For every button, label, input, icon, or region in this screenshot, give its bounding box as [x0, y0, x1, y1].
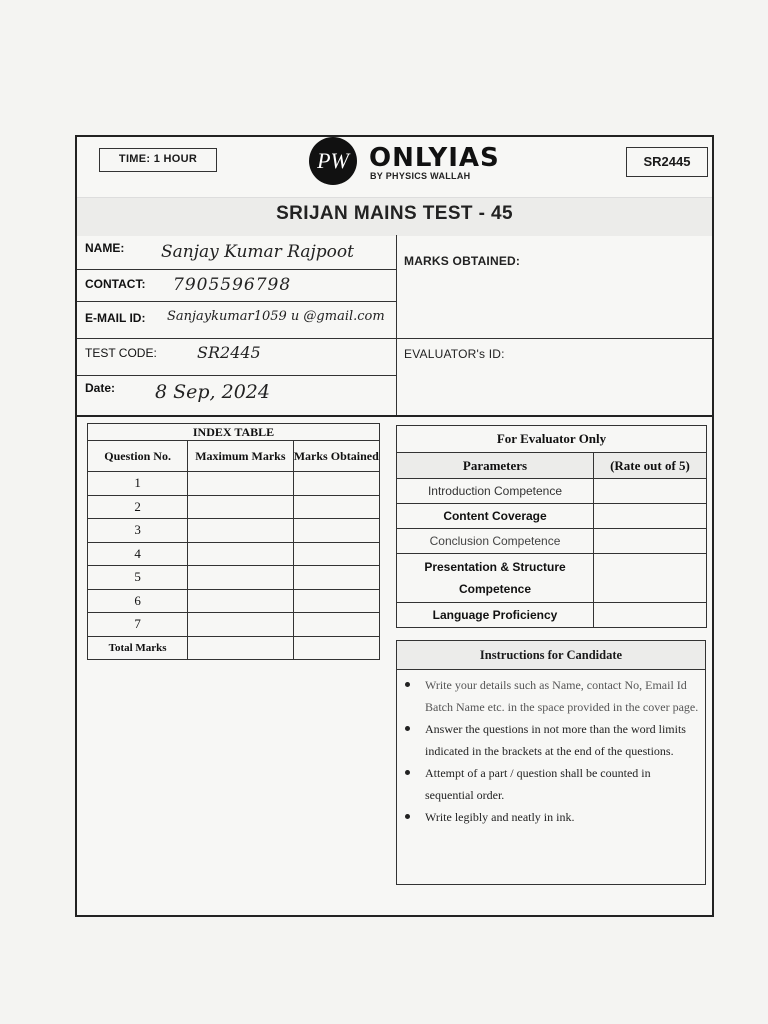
name-label: NAME:: [85, 241, 125, 255]
contact-label: CONTACT:: [85, 277, 146, 291]
table-row: [88, 495, 380, 519]
obtained-marks-cell[interactable]: [293, 542, 380, 566]
table-row: [88, 542, 380, 566]
max-marks-cell[interactable]: [188, 566, 293, 590]
col-parameters: Parameters: [397, 453, 594, 479]
email-label: E-MAIL ID:: [85, 311, 146, 325]
index-table: [87, 423, 380, 660]
rating-cell[interactable]: [594, 479, 707, 504]
parameter-label: Conclusion Competence: [397, 529, 594, 554]
table-row: [88, 472, 380, 496]
time-box: TIME: 1 HOUR: [99, 148, 217, 172]
row-divider: [77, 375, 396, 376]
parameter-label: Language Proficiency: [397, 603, 594, 628]
evaluator-table: [396, 425, 707, 628]
right-row-divider: [396, 338, 712, 339]
obtained-marks-cell[interactable]: [293, 495, 380, 519]
table-row: [397, 603, 707, 628]
total-obtained-cell[interactable]: [293, 636, 380, 659]
table-row: [397, 504, 707, 529]
table-row: [397, 529, 707, 554]
instructions-box: [396, 640, 706, 885]
col-rate: (Rate out of 5): [594, 453, 707, 479]
parameter-label: Presentation & Structure Competence: [397, 554, 594, 603]
cover-sheet: [75, 135, 714, 917]
pw-logo-icon: PW: [309, 137, 357, 185]
list-item: [405, 762, 699, 806]
obtained-marks-cell[interactable]: [293, 566, 380, 590]
evaluator-table-title: For Evaluator Only: [397, 426, 707, 453]
table-row: [88, 519, 380, 543]
rating-cell[interactable]: [594, 529, 707, 554]
evaluator-id-label: EVALUATOR's ID:: [404, 347, 505, 361]
col-marks-obtained: Marks Obtained: [293, 441, 380, 472]
table-row: [397, 479, 707, 504]
col-maximum-marks: Maximum Marks: [188, 441, 293, 472]
question-number: 1: [88, 472, 188, 496]
table-row: [88, 566, 380, 590]
table-row: [88, 613, 380, 637]
contact-field[interactable]: 7905596798: [173, 275, 292, 295]
row-divider: [77, 338, 396, 339]
max-marks-cell[interactable]: [188, 542, 293, 566]
col-question-no: Question No.: [88, 441, 188, 472]
bullet-icon: [405, 770, 410, 775]
instructions-title: Instructions for Candidate: [397, 641, 705, 670]
instructions-list: [405, 674, 699, 828]
list-item: [405, 718, 699, 762]
info-divider: [396, 235, 397, 415]
test-code-field[interactable]: SR2445: [197, 343, 261, 362]
name-field[interactable]: Sanjay Kumar Rajpoot: [161, 242, 354, 262]
index-table-title: INDEX TABLE: [88, 424, 380, 441]
instruction-text: Answer the questions in not more than the word limits indicated in the brackets at the end of the questions.: [425, 722, 686, 758]
candidate-info: [77, 235, 712, 417]
list-item: [405, 806, 699, 828]
question-number: 3: [88, 519, 188, 543]
bullet-icon: [405, 814, 410, 819]
date-label: Date:: [85, 381, 116, 395]
question-number: 6: [88, 589, 188, 613]
max-marks-cell[interactable]: [188, 589, 293, 613]
rating-cell[interactable]: [594, 554, 707, 603]
rating-cell[interactable]: [594, 504, 707, 529]
question-number: 5: [88, 566, 188, 590]
max-marks-cell[interactable]: [188, 613, 293, 637]
instruction-text: Write legibly and neatly in ink.: [425, 810, 575, 824]
date-field[interactable]: 8 Sep, 2024: [155, 381, 270, 403]
max-marks-cell[interactable]: [188, 472, 293, 496]
test-title: SRIJAN MAINS TEST - 45: [276, 203, 513, 224]
total-row: [88, 636, 380, 659]
instruction-text: Attempt of a part / question shall be counted in sequential order.: [425, 766, 651, 802]
table-row: [88, 589, 380, 613]
test-code-box: SR2445: [626, 147, 708, 177]
question-number: 7: [88, 613, 188, 637]
total-marks-label: Total Marks: [88, 636, 188, 659]
parameter-label: Content Coverage: [397, 504, 594, 529]
brand-name: ONLYIAS: [369, 143, 500, 173]
marks-obtained-label: MARKS OBTAINED:: [404, 254, 521, 268]
bullet-icon: [405, 682, 410, 687]
instruction-text: Write your details such as Name, contact No, Email Id Batch Name etc. in the space provided in the cover page.: [425, 678, 699, 714]
obtained-marks-cell[interactable]: [293, 589, 380, 613]
email-field[interactable]: Sanjaykumar1059 u @gmail.com: [167, 309, 385, 324]
bullet-icon: [405, 726, 410, 731]
question-number: 4: [88, 542, 188, 566]
parameter-label: Introduction Competence: [397, 479, 594, 504]
obtained-marks-cell[interactable]: [293, 613, 380, 637]
row-divider: [77, 301, 396, 302]
obtained-marks-cell[interactable]: [293, 519, 380, 543]
row-divider: [77, 269, 396, 270]
question-number: 2: [88, 495, 188, 519]
brand-subtitle: BY PHYSICS WALLAH: [370, 171, 471, 181]
max-marks-cell[interactable]: [188, 495, 293, 519]
max-marks-cell[interactable]: [188, 519, 293, 543]
sheet-header: [77, 137, 712, 236]
rating-cell[interactable]: [594, 603, 707, 628]
obtained-marks-cell[interactable]: [293, 472, 380, 496]
total-max-cell[interactable]: [188, 636, 293, 659]
table-row: [397, 554, 707, 603]
list-item: [405, 674, 699, 718]
test-code-label: TEST CODE:: [85, 346, 157, 360]
